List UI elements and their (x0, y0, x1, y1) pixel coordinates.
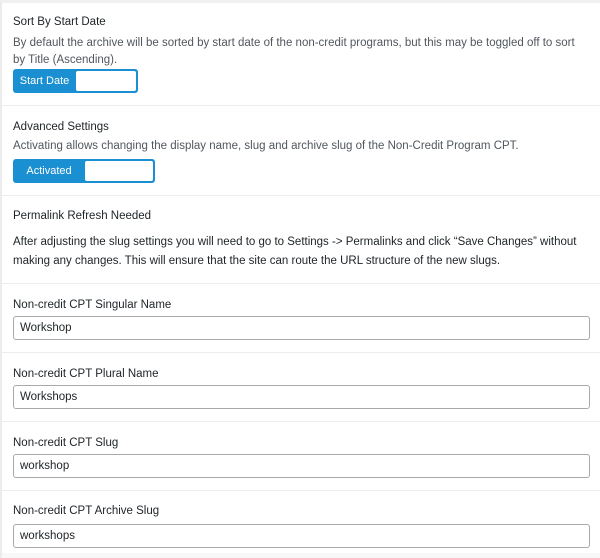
singular-name-input[interactable] (13, 316, 590, 340)
archive-slug-section (2, 491, 600, 553)
permalink-section-description: After adjusting the slug settings you will need to go to Settings -> Permalinks and click “Save Changes” without making any changes. This will ensure that the site can route the URL structure of the new slugs. (13, 236, 577, 267)
activated-toggle-label: Activated (26, 165, 72, 177)
singular-name-label: Non-credit CPT Singular Name (13, 299, 172, 311)
archive-slug-label: Non-credit CPT Archive Slug (13, 505, 160, 517)
advanced-section-description: Activating allows changing the display name, slug and archive slug of the Non-Credit Program CPT. (13, 140, 519, 152)
start-date-toggle[interactable] (13, 69, 138, 93)
activated-toggle[interactable] (13, 159, 155, 183)
plural-name-section (2, 353, 600, 422)
start-date-toggle-label: Start Date (19, 75, 70, 87)
toggle-knob (85, 161, 153, 181)
advanced-section-title: Advanced Settings (13, 121, 109, 133)
permalink-refresh-section (2, 196, 600, 284)
singular-name-section (2, 284, 600, 353)
footer-band (2, 553, 600, 558)
advanced-settings-section (2, 106, 600, 196)
sort-section-description: By default the archive will be sorted by start date of the non-credit programs, but this may be toggled off to sort by Title (Ascending). (13, 37, 575, 66)
toggle-knob (76, 71, 136, 91)
plural-name-label: Non-credit CPT Plural Name (13, 368, 159, 380)
archive-slug-input[interactable] (13, 524, 590, 548)
permalink-section-title: Permalink Refresh Needed (13, 210, 152, 222)
sort-section-title: Sort By Start Date (13, 16, 106, 28)
slug-input[interactable] (13, 454, 590, 478)
slug-section (2, 422, 600, 491)
slug-label: Non-credit CPT Slug (13, 437, 119, 449)
plural-name-input[interactable] (13, 385, 590, 409)
sort-by-start-date-section (2, 3, 600, 106)
